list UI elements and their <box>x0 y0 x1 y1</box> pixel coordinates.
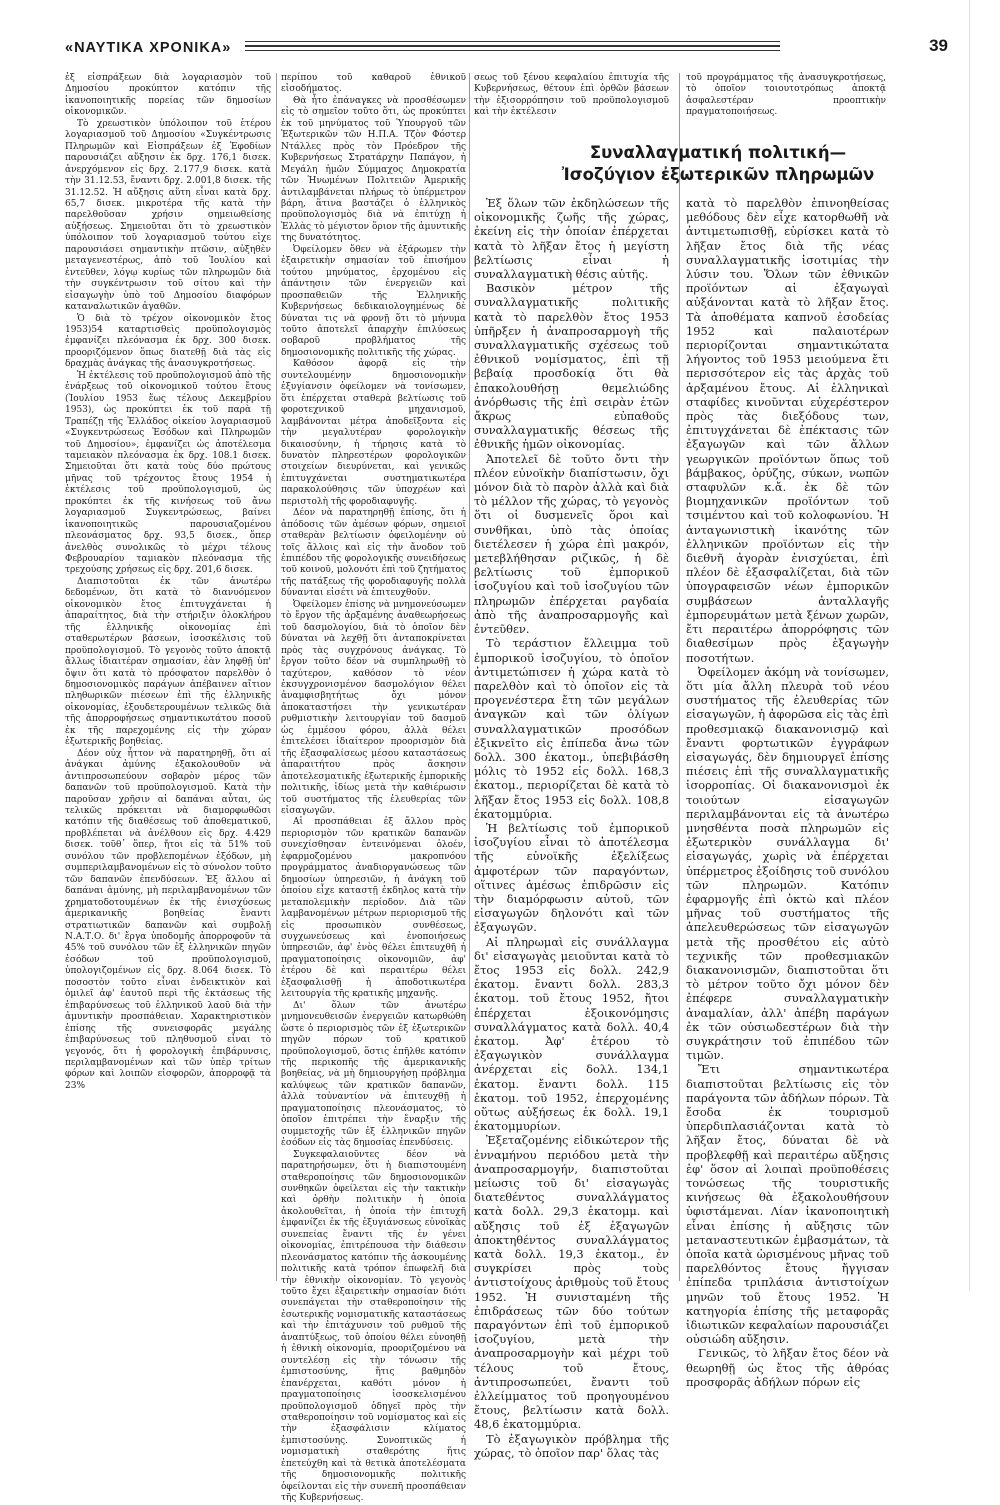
paragraph: Αἱ προσπάθειαι ἐξ ἄλλου πρὸς περιορισμὸν τῶν κρατικῶν δαπανῶν συνεχίσθησαν ἐντεινόμεναι ὁλοέν, ἐφαρμοζομένου μακροπνόου προγράμματος ἀναδιοργανώσεως τῶν δημοσίων ὑπηρεσιῶν, ἡ ἀνάγκη τοῦ ὁποίου εἶχε καταστῇ ἐκδηλος κατὰ τὴν μεταπολεμικὴν περίοδον. Διὰ τῶν λαμβανομένων μέτρων περιορισμοῦ τῆς εἰς προσωπικὸν συνθέσεως, συγχωνεύσεως καὶ ἑνοποιήσεως ὑπηρεσιῶν, ἀφ' ἑνὸς θέλει ἐπιτευχθῆ ἡ πραγματοποίησις οἰκονομιῶν, ἀφ' ἑτέρου δὲ καὶ περαιτέρω θέλει ἐξασφαλισθῇ ἡ ἀποδοτικωτέρα λειτουργία τῆς κρατικῆς μηχανῆς. <box>281 817 466 1000</box>
paragraph: Δέον νὰ παρατηρηθῇ ἐπίσης, ὅτι ἡ ἀπόδοσις τῶν ἀμέσων φόρων, σημειοῖ σταθερὰν βελτίωσιν ὀφειλομένην οὐ τοῖς ἄλλοις καὶ εἰς τὴν ἄνοδον τοῦ ἐπιπέδου τῆς φορολογικῆς συνειδήσεως τοῦ κοινοῦ, μολονότι ἐπὶ τοῦ ζητήματος τῆς πατάξεως τῆς φοροδιαφυγῆς πολλὰ δύνανται εἰσέτι νὰ ἐπιτευχθοῦν. <box>281 508 466 599</box>
paragraph: Ἡ ἐκτέλεσις τοῦ προϋπολογισμοῦ ἀπὸ τῆς ἐνάρξεως τοῦ οἰκονομικοῦ τούτου ἔτους (Ἰουλίου 1953 ἕως τέλους Δεκεμβρίου 1953), ὡς προκύπτει ἐκ τοῦ παρὰ τῇ Τραπέζῃ τῆς Ἑλλάδος οἰκείου λογαριασμοῦ «Συγκεντρώσεως Ἐσόδων καὶ Πληρωμῶν τοῦ Δημοσίου», ἐμφανίζει ὡς ἀποτέλεσμα ταμειακὸν πλεόνασμα ἐκ δρχ. 108.1 δισεκ. Σημειοῦται ὅτι κατὰ τοὺς δύο πρώτους μῆνας τοῦ τρέχοντος ἔτους 1954 ἡ ἐκτέλεσις τοῦ προϋπολογισμοῦ, ὡς προκύπτει ἐκ τῆς κινήσεως τοῦ ἄνω λογαριασμοῦ Συγκεντρώσεως, βαίνει ἱκανοποιητικῶς παρουσιαζομένου πλεονάσματος δρχ. 93,5 δισεκ., ὅπερ ἀνελθὸς συνολικῶς τὸ μέχρι τέλους Φεβρουαρίου ταμιακὸν πλεόνασμα τῆς τρεχούσης χρήσεως εἰς δρχ. 201,6 δισεκ. <box>65 370 271 576</box>
paragraph: Ἀποτελεῖ δὲ τοῦτο ὄντι τὴν πλέον εὐνοϊκὴν διαπίστωσιν, ὄχι μόνον διὰ τὸ παρὸν ἀλλὰ καὶ διὰ τὸ μέλλον τῆς χώρας, τὸ γεγονὸς ὅτι οἱ δυσμενεῖς ὅροι καὶ συνθῆκαι, ὑπὸ τὰς ὁποίας διετέλεσεν ἡ χώρα ἐπὶ μακρόν, μετεβλήθησαν ριζικῶς, ἡ δὲ βελτίωσις τοῦ ἐμπορικοῦ ἰσοζυγίου καὶ τοῦ ἰσοζυγίου τῶν πληρωμῶν ἐπέρχεται ραγδαία ἀπὸ τῆς ἀναπροσαρμογῆς καὶ ἐντεῦθεν. <box>474 451 669 637</box>
column-2 <box>281 73 467 1504</box>
paragraph: Ἐξ ὅλων τῶν ἐκδηλώσεων τῆς οἰκονομικῆς ζωῆς τῆς χώρας, ἐκείνη εἰς τὴν ὁποίαν ἐπέρχεται κατὰ τὸ λῆξαν ἔτος ἡ μεγίστη βελτίωσις εἶναι ἡ συναλλαγματικὴ θέσις αὐτῆς. <box>474 196 669 282</box>
paragraph: Καθόσον ἀφορᾷ εἰς τὴν συντελουμένην δημοσιονομικὴν ἐξυγίανσιν ὀφείλομεν νὰ τονίσωμεν, ὅτι ἐπέρχεται σταθερὰ βελτίωσις τοῦ φοροτεχνικοῦ μηχανισμοῦ, λαμβάνονται μέτρα ἀποδεῖξοντα εἰς τὴν μεγαλυτέραν φορολογικὴν δικαιοσύνην, ἡ τήρησις κατὰ τὸ δυνατὸν πληρεστέρων φορολογικῶν στοιχείων διευρύνεται, καὶ γενικῶς ἐπιτυγχάνεται συστηματικωτέρα παρακολούθησις τῶν ὑποχρέων καὶ περιστολὴ τῆς φοροδιαφυγῆς. <box>281 359 466 507</box>
paragraph: Ἔτι σημαντικωτέρα διαπιστοῦται βελτίωσις εἰς τὸν παράγοντα τῶν ἀδήλων πόρων. Τὰ ἔσοδα ἐκ τουρισμοῦ ὑπερδιπλασιάζονται κατὰ τὸ λῆξαν ἔτος, δύναται δὲ νὰ προβλεφθῇ καὶ περαιτέρω αὔξησις ἐφ' ὅσον αἱ λοιπαὶ προϋποθέσεις τονώσεως τῆς τουριστικῆς κινήσεως θὰ ἐξακολουθήσουν ὑφιστάμεναι. Λίαν ἱκανοποιητικὴ εἶναι ἐπίσης ἡ αὔξησις τῶν μεταναστευτικῶν ἐμβασμάτων, τὰ ὁποῖα κατὰ ὡρισμένους μῆνας τοῦ παρελθόντος ἔτους ἤγγισαν ἐπίπεδα τριπλάσια ἀντιστοίχων μηνῶν τοῦ ἔτους 1952. Ἡ κατηγορία ἐπίσης τῆς μεταφορᾶς ἰδιωτικῶν κεφαλαίων παρουσιάζει οὐσιώδη αὔξησιν. <box>686 1062 889 1347</box>
paragraph: Αἱ πληρωμαὶ εἰς συνάλλαγμα δι' εἰσαγωγὰς μειοῦνται κατὰ τὸ ἔτος 1953 εἰς δολλ. 242,9 ἑκατομ. ἔναντι δολλ. 283,3 ἑκατομ. τοῦ ἔτους 1952, ἤτοι ἐπέρχεται ἐξοικονόμησις συναλλάγματος κατὰ δολλ. 40,4 ἑκατομ. Ἀφ' ἑτέρου τὸ ἐξαγωγικὸν συνάλλαγμα ἀνέρχεται εἰς δολλ. 134,1 ἑκατομ. ἔναντι δολλ. 115 ἑκατομ. τοῦ 1952, ἐπερχομένης οὕτως αὐξήσεως ἐκ δολλ. 19,1 ἑκατομμυρίων. <box>474 934 669 1134</box>
running-title: «ΝΑΥΤΙΚΑ ΧΡΟΝΙΚΑ» <box>65 40 232 56</box>
paragraph: κατὰ τὸ παρελθὸν ἐπινοηθείσας μεθόδους δὲν εἶχε κατορθωθῆ νὰ ἀντιμετωπισθῇ, εὑρίσκει κατὰ τὸ λῆξαν ἔτος διὰ τῆς νέας συναλλαγματικῆς ἰσοτιμίας τὴν λύσιν του. Ὅλων τῶν ἐθνικῶν προϊόντων αἱ ἐξαγωγαὶ αὐξάνονται κατὰ τὸ λῆξαν ἔτος. Τὰ ἀποθέματα καπνοῦ ἐσοδείας 1952 καὶ παλαιοτέρων περιορίζονται σημαντικώτατα λήγοντος τοῦ 1953 μειούμενα ἔτι περισσότερον εἰς τὰς ἀρχὰς τοῦ ἀρξαμένου ἔτους. Αἱ ἑλληνικαὶ σταφίδες κινοῦνται εὐχερέστερον πρὸς τὰς διεξόδους των, ἐπιτυγχάνεται δὲ ἐπέκτασις τῶν ἐξαγωγῶν καὶ τῶν ἄλλων γεωργικῶν προϊόντων ὅπως τοῦ βάμβακος, ὀρύζης, σύκων, νωπῶν σταφυλῶν κ.ἄ. ἐκ δὲ τῶν βιομηχανικῶν προϊόντων τοῦ τσιμέντου καὶ τοῦ κολοφωνίου. Ἡ ἀνταγωνιστικὴ ἱκανότης τῶν ἑλληνικῶν προϊόντων εἰς τὴν διεθνῆ ἀγορὰν ἐνισχύεται, ἐπὶ πλέον δὲ ἐξασφαλίζεται, διὰ τῶν ὑπογραφεισῶν νέων ἐμπορικῶν συμβάσεων ἀνταλλαγῆς ἐμπορευμάτων μετὰ ξένων χωρῶν, ἔτι περαιτέρω ἀπορρόφησις τῶν διαθεσίμων πρὸς ἐξαγωγὴν ποσοτήτων. <box>686 196 889 665</box>
paragraph: Ὀφείλομεν ὅθεν νὰ ἐξάρωμεν τὴν ἐξαιρετικὴν σημασίαν τοῦ ἐπισήμου τούτου μηνύματος, ἐρχομένου εἰς ἀπάντησιν τῶν ἐνεργειῶν καὶ προσπαθειῶν τῆς Ἑλληνικῆς Κυβερνήσεως δεδικαιολογημένως δὲ δύναται τις νὰ φρονῇ ὅτι τὸ μήνυμα τοῦτο ἀποτελεῖ ἀπαρχὴν ἐπιλύσεως σοβαροῦ προβλήματος τῆς δημοσιονομικῆς πολιτικῆς τῆς χώρας. <box>281 244 466 358</box>
column-3-continuation: σεως τοῦ ξένου κεφαλαίου ἐπιτυχία τῆς Κυβερνήσεως, θέτουν ἐπὶ ὀρθῶν βάσεων τὴν ἐξισορρόπησιν τοῦ προϋπολογισμοῦ καὶ τὴν ἐκτέλεσιν <box>474 73 669 118</box>
column-1 <box>65 73 271 1281</box>
paragraph: Τὸ τεράστιον ἔλλειμμα τοῦ ἐμπορικοῦ ἰσοζυγίου, τὸ ὁποῖον ἀντιμετώπισεν ἡ χώρα κατὰ τὸ παρελθὸν καὶ τὸ ὁποῖον εἰς τὰ προγενέστερα ἔτη τῶν μεγάλων ἀναγκῶν καὶ τῶν ὀλίγων συναλλαγματικῶν προσόδων ἐξικνεῖτο εἰς ἐπίπεδα ἄνω τῶν δολλ. 300 ἑκατομ., ὑπεβιβάσθη μόλις τὸ 1952 εἰς δολλ. 168,3 ἑκατομ., περιορίζεται δὲ κατὰ τὸ λῆξαν ἔτος 1953 εἰς δολλ. 108,8 ἑκατομμύρια. <box>474 636 669 821</box>
paragraph: Τὸ ἐξαγωγικὸν πρόβλημα τῆς χώρας, τὸ ὁποῖον παρ' ὅλας τὰς <box>474 1431 669 1460</box>
paragraph: Ὀφείλομεν ἀκόμη νὰ τονίσωμεν, ὅτι μία ἄλλη πλευρὰ τοῦ νέου συστήματος τῆς ἐλευθερίας τῶν εἰσαγωγῶν, ἡ ἀφορῶσα εἰς τὰς ἐπὶ προθεσμιακῷ διακανονισμῷ καὶ ἔναντι φορτωτικῶν ἐγγράφων εἰσαγωγάς, δὲν δημιουργεῖ ἐπίσης πιέσεις ἐπὶ τῆς συναλλαγματικῆς ἰσορροπίας. Οἱ διακανονισμοὶ ἐκ τοιούτων εἰσαγωγῶν περιλαμβάνονται εἰς τὰ ἀνωτέρω μνησθέντα ποσὰ πληρωμῶν εἰς ἐξωτερικὸν συνάλλαγμα δι' εἰσαγωγάς, χωρὶς νὰ ἐπέρχεται ὑπέρμετρος ἐξοίδησις τοῦ συνόλου τῶν πληρωμῶν. Κατόπιν ἐφαρμογῆς ἐπὶ ὀκτὼ καὶ πλέον μῆνας τοῦ συστήματος τῆς ἀπελευθερώσεως τῶν εἰσαγωγῶν μετὰ τῆς προσθέτου εἰς αὐτὸ τεχνικῆς τῶν προθεσμιακῶν διακανονισμῶν, διαπιστοῦται ὅτι τὸ μέτρον τοῦτο ὄχι μόνον δὲν ἐπέφερε συναλλαγματικὴν ἀναμαλίαν, ἀλλ' ἀπέβη παράγων ἐκ τῶν οὐσιωδεστέρων διὰ τὴν συγκράτησιν τοῦ ἐπιπέδου τῶν τιμῶν. <box>686 664 889 1063</box>
paragraph: Ἐξεταζομένης εἰδικώτερον τῆς ἐνναμήνου περιόδου μετὰ τὴν ἀναπροσαρμογήν, διαπιστοῦται μείωσις τοῦ δι' εἰσαγωγὰς διατεθέντος συναλλάγματος κατὰ δολλ. 29,3 ἑκατομμ. καὶ αὔξησις τοῦ ἐξ ἐξαγωγῶν ἀποκτηθέντος συναλλάγματος κατὰ δολλ. 19,3 ἑκατομ., ἐν συγκρίσει πρὸς τοὺς ἀντιστοίχους ἀριθμοὺς τοῦ ἔτους 1952. Ἡ συνισταμένη τῆς ἐπιδράσεως τῶν δύο τούτων παραγόντων ἐπὶ τοῦ ἐμπορικοῦ ἰσοζυγίου, μετὰ τὴν ἀναπροσαρμογὴν καὶ μέχρι τοῦ τέλους τοῦ ἔτους, ἀντιπροσωπεύει, ἔναντι τοῦ ἐλλείμματος τοῦ προηγουμένου ἔτους, βελτίωσιν κατὰ δολλ. 48,6 ἑκατομμύρια. <box>474 1133 669 1432</box>
paragraph: Θὰ ἦτο ἐπάναγκες νὰ προσθέσωμεν εἰς τὸ σημεῖον τοῦτο ὅτι, ὡς προκύπτει ἐκ τοῦ μηνύματος τοῦ Ὑπουργοῦ τῶν Ἐξωτερικῶν τῶν Η.Π.Α. Τζὸν Φόστερ Ντάλλες πρὸς τὸν Πρόεδρον τῆς Κυβερνήσεως Στρατάρχην Παπάγον, ἡ Μεγάλη ἡμῶν Σύμμαχος Δημοκρατία τῶν Ἡνωμένων Πολιτειῶν Ἀμερικῆς ἀντιλαμβάνεται πλήρως τὸ ὑπέρμετρον βάρη, ἅτινα βαστάζει ὁ ἑλληνικὸς προϋπολογισμὸς διὰ νὰ ἐπιτύχῃ ἡ Ἑλλὰς τὸ μέγιστον ὅριον τῆς ἀμυντικῆς της δυνατότητος. <box>281 95 466 244</box>
paragraph: Βασικὸν μέτρον τῆς συναλλαγματικῆς πολιτικῆς κατὰ τὸ παρελθὸν ἔτος 1953 ὑπῆρξεν ἡ ἀναπροσαρμογὴ τῆς συναλλαγματικῆς σχέσεως τοῦ ἐθνικοῦ νομίσματος, ἐπὶ τῇ βεβαίᾳ προσδοκίᾳ ὅτι θὰ ἐπακολουθήσῃ θεμελιώδης ἀνόρθωσις τῆς ἐπὶ σειρὰν ἐτῶν ἄκρως εὐπαθοῦς συναλλαγματικῆς θέσεως τῆς ἐθνικῆς ἡμῶν οἰκονομίας. <box>474 281 669 452</box>
section-heading-line-2: Ἰσοζύγιον ἐξωτερικῶν πληρωμῶν <box>561 165 875 184</box>
paragraph: ἐξ εἰσπράξεων διὰ λογαριασμὸν τοῦ Δημοσίου προκύπτον κατόπιν τῆς ἱκανοποιητικῆς πορείας τῶν δημοσίων οἰκονομικῶν. <box>65 73 271 118</box>
column-4-continuation: τοῦ προγράμματος τῆς ἀνασυγκροτήσεως, τὸ ὁποῖον τοιουτοτρόπως ἀποκτᾷ ἀσφαλεστέραν προοπτικὴν πραγματοποιήσεως. <box>686 73 886 118</box>
column-4 <box>686 196 889 1389</box>
column-divider <box>679 73 680 1281</box>
paragraph: Δέον οὐχ ἧττον νὰ παρατηρηθῇ, ὅτι αἱ ἀνάγκαι ἀμύνης ἐξακολουθοῦν νὰ ἀντιπροσωπεύουν σοβαρὸν μέρος τῶν δαπανῶν τοῦ προϋπολογισμοῦ. Κατὰ τὴν παροῦσαν χρῆσιν αἱ δαπάναι αὗται, ὡς τελικῶς πρόκειται νὰ διαμορφωθῶσι κατόπιν τῆς διαθέσεως τοῦ ἀποθεματικοῦ, προβλέπεται νὰ ἀνέλθουν εἰς δρχ. 4.429 δισεκ. τοῦθ᾽ ὅπερ, ἤτοι εἰς τὰ 51% τοῦ συνόλου τῶν προβλεπομένων ἐξόδων, μὴ συμπεριλαμβανομένων εἰς τὸ σύνολον τοῦτο τῶν δαπανῶν ἐπενδύσεων. Ἐξ ἄλλου αἱ δαπάναι ἀμύνης, μὴ περιλαμβανομένων τῶν χρηματοδοτουμένων ἐκ τῆς ἐνισχύσεως ἀμερικανικῆς βοηθείας ἔναντι στρατιωτικῶν δαπανῶν καὶ συμβολῇ Ν.Α.Τ.Ο. δι' ἔργα ὑποδομῆς ἀπορροφοῦν τὰ 45% τοῦ συνόλου τῶν ἐξ ἑλληνικῶν πηγῶν ἐσόδων τοῦ προϋπολογισμοῦ, ὑπολογιζομένων εἰς δρχ. 8.064 δισεκ. Τὸ ποσοστὸν τοῦτο εἶναι ἐνδεικτικὸν καὶ ὁμιλεῖ ἀφ' ἑαυτοῦ περὶ τῆς ἐκτάσεως τῆς ἐπιβαρύνσεως τοῦ ἑλληνικοῦ λαοῦ διὰ τὴν ἀμυντικὴν προσπάθειαν. Χαρακτηριστικὸν ἐπίσης τῆς συνεισφορᾶς μεγάλης ἐπιβαρύνσεως τοῦ πληθυσμοῦ εἶναι τὸ γεγονός, ὅτι ἡ φορολογικὴ ἐπιβάρυνσις, περιλαμβανομένων καὶ τῶν ὑπὲρ τρίτων φόρων καὶ λοιπῶν εἰσφορῶν, ἀπορροφᾷ τὰ 23% <box>65 748 271 1091</box>
paragraph: Ὁ διὰ τὸ τρέχον οἰκονομικὸν ἔτος 1953)54 καταρτισθεὶς προϋπολογισμὸς ἐμφανίζει πλεόνασμα ἐκ δρχ. 300 δισεκ. προοριζόμενον ὅπως διατεθῇ διὰ τὰς εἰς δραχμὰς ἀνάγκας τῆς ἀνασυγκροτήσεως. <box>65 313 271 370</box>
page-number: 39 <box>929 36 948 55</box>
column-divider <box>469 73 470 1281</box>
header-rule <box>245 41 780 57</box>
scan-edge <box>969 0 970 1291</box>
column-divider <box>276 73 277 1281</box>
column-3 <box>474 196 669 1460</box>
paragraph: Δι' ὅλων τῶν ἀνωτέρω μνημονευθεισῶν ἐνεργειῶν κατωρθώθη ὥστε ὁ περιορισμὸς τῶν ἐξ ἐξωτερικῶν πηγῶν πόρων τοῦ κρατικοῦ προϋπολογισμοῦ, ὅστις ἐπῆλθε κατόπιν τῆς περικοπῆς τῆς ἀμερικανικῆς βοηθείας, νὰ μὴ δημιουργήσῃ πρόβλημα καλύψεως τῶν κρατικῶν δαπανῶν, ἀλλὰ τοὐναντίον νὰ ἐπιτευχθῇ ἡ πραγματοποίησις πλεονάσματος, τὸ ὁποῖον ἐπιτρέπει τὴν ἔναρξιν τῆς συμμετοχῆς τῶν ἐξ ἑλληνικῶν πηγῶν ἐσόδων εἰς τὰς δημοσίας ἐπενδύσεις. <box>281 1000 466 1149</box>
paragraph: Γενικῶς, τὸ λῆξαν ἔτος δέον νὰ θεωρηθῇ ὡς ἔτος τῆς ἀθρόας προσφορᾶς ἀδήλων πόρων εἰς <box>686 1346 889 1389</box>
paragraph: Συγκεφαλαιοῦντες δέον νὰ παρατηρήσωμεν, ὅτι ἡ διαπιστουμένη σταθεροποίησις τῶν δημοσιονομικῶν συνθηκῶν ὀφείλεται εἰς τὴν τακτικὴν καὶ ὀρθὴν πολιτικὴν ἡ ὁποία ἀκολουθεῖται, ἡ ὁποία τὴν ἐπιτυχῆ ἐμφανίζει ἐκ τῆς ἐξυγιάνσεως εὐνοϊκὰς συνεπείας ἔναντι τῆς ἐν γένει οἰκονομίας, ἐπιτρέπουσα τὴν διάθεσιν πλεονάσματος κατόπιν τῆς ἀσκουμένης πολιτικῆς κατὰ τρόπον ἐπωφελῆ διὰ τὴν ἐθνικὴν οἰκονομίαν. Τὸ γεγονὸς τοῦτο ἔχει ἐξαιρετικὴν σημασίαν διότι συνεπάγεται τὴν σταθεροποίησιν τῆς ἐσωτερικῆς νομισματικῆς καταστάσεως καὶ τὴν ἐπιτάχυνσιν τοῦ ρυθμοῦ τῆς ἀναπτύξεως, τοῦ ὁποίου θέλει εὐνοηθῇ ἡ ἐθνικὴ οἰκονομία, προοριζομένου νὰ συντελέσῃ εἰς τὴν τόνωσιν τῆς ἐμπιστοσύνης, ἥτις βαθμηδὸν ἐπανέρχεται, καθότι μόνον ἡ πραγματοποίησις ἰσοσκελισμένου προϋπολογισμοῦ ὁδηγεῖ πρὸς τὴν σταθεροποίησιν τοῦ νομίσματος καὶ εἰς τὴν ἐξασφάλισιν κλίματος ἐμπιστοσύνης. Συνοπτικῶς ἡ νομισματικὴ σταθερότης ἥτις ἐπετεύχθη καὶ τὰ θετικὰ ἀποτελέσματα τῆς δημοσιονομικῆς πολιτικῆς ὀφείλονται εἰς τὴν συνεπῆ προσπάθειαν τῆς Κυβερνήσεως. <box>281 1149 466 1504</box>
paragraph: περίπου τοῦ καθαροῦ ἐθνικοῦ εἰσοδήματος. <box>281 73 466 95</box>
paragraph: Διαπιστοῦται ἐκ τῶν ἀνωτέρω δεδομένων, ὅτι κατὰ τὸ διανυόμενον οἰκονομικὸν ἔτος ἐπιτυγχάνεται ἡ ἀπαραίτητος, διὰ τὴν στήριξιν ὁλοκλήρου τῆς ἑλληνικῆς οἰκονομίας ἐπὶ σταθερωτέρων βάσεων, ἰσοσκέλισις τοῦ προϋπολογισμοῦ. Τὸ γεγονὸς τοῦτο ἀποκτᾷ ἄλλως ἰδιαιτέραν σημασίαν, ἐὰν ληφθῇ ὑπ' ὄψιν ὅτι κατὰ τὸ πρόσφατον παρελθὸν ὁ δημοσιονομικὸς παράγων ἀπέβαινεν αἴτιον πληθωρικῶν πιέσεων ἐπὶ τῆς ἑλληνικῆς οἰκονομίας, ἐξουδετερουμένων τελικῶς διὰ τῆς ἀπορροφήσεως σημαντικωτάτου ποσοῦ ἐκ τῆς παρεχομένης εἰς τὴν χώραν ἐξωτερικῆς βοηθείας. <box>65 576 271 748</box>
paragraph: Τὸ χρεωστικὸν ὑπόλοιπον τοῦ ἑτέρου λογαριασμοῦ τοῦ Δημοσίου «Συγκέντρωσις Πληρωμῶν καὶ Εἰσπράξεων ἐξ Ἐφοδίων παρουσιάζει αὔξησιν ἐκ δρχ. 176,1 δισεκ. ἀνερχόμενον εἰς δρχ. 2.177,9 δισεκ. κατὰ τὴν 31.12.53, ἔναντι δρχ. 2.001,8 δισεκ. τῆς 31.12.52. Ἡ αὔξησις αὕτη εἶναι κατὰ δρχ. 65,7 δισεκ. μικροτέρα τῆς κατὰ τὴν παρελθοῦσαν χρήσιν σημειωθείσης αὐξήσεως. Σημειοῦται ὅτι τὸ χρεωστικὸν ὑπόλοιπον τοῦ λογαριασμοῦ τούτου εἰχε παρουσιάσει σημαντικὴν πτῶσιν, αὐξηθὲν μεταγενεστέρως, ἀπὸ τοῦ Ἰουλίου καὶ ἐντεῦθεν, λόγῳ κυρίως τῶν πληρωμῶν διὰ τὴν συγκέντρωσιν τοῦ σίτου καὶ τὴν εἰσαγωγὴν ὑπὸ τοῦ Δημοσίου διαφόρων καταναλωτικῶν ἀγαθῶν. <box>65 118 271 313</box>
section-heading-line-1: Συναλλαγματική πολιτική— <box>589 143 847 162</box>
page-header <box>0 0 1000 70</box>
paragraph: Ὀφείλομεν ἐπίσης νὰ μνημονεύσωμεν τὸ ἔργον τῆς ἀρξαμένης ἀναθεωρήσεως τοῦ δασμολογίου, διὰ τὸ ὁποῖον δὲν δύναται νὰ λεχθῇ ὅτι ἀνταποκρίνεται πρὸς τὰς συγχρόνους ἀνάγκας. Τὸ ἔργον τοῦτο δέον νὰ συμπληρωθῇ τὸ ταχύτερον, καθόσον τὸ νέον ἐκσυγχρονισμένον δασμολόγιον θέλει ἀναμφισβητήτως ὄχι μόνον ἀποκαταστήσει τὴν γενικωτέραν ρυθμιστικὴν λειτουργίαν τοῦ δασμοῦ ὡς ἐμμέσου φόρου, ἀλλὰ θέλει ἐπιτελέσει ἰδιαίτερον προορισμὸν διὰ τῆς ἐξασφαλίσεως μέσου καταστάσεως ἀπαραιτήτου πρὸς ἄσκησιν ἀποτελεσματικῆς ἐξωτερικῆς ἐμπορικῆς πολιτικῆς, ἰδίως μετὰ τὴν καθιέρωσιν τοῦ συστήματος τῆς ἐλευθερίας τῶν εἰσαγωγῶν. <box>281 599 467 816</box>
paragraph: Ἡ βελτίωσις τοῦ ἐμπορικοῦ ἰσοζυγίου εἶναι τὸ ἀποτέλεσμα τῆς εὐνοϊκῆς ἐξελίξεως ἀμφοτέρων τῶν παραγόντων, οἵτινες ἀμέσως ἐπιδρῶσιν εἰς τὴν διαμόρφωσιν αὐτοῦ, τῶν εἰσαγωγῶν δηλονότι καὶ τῶν ἐξαγωγῶν. <box>474 820 669 935</box>
section-heading <box>538 142 898 186</box>
